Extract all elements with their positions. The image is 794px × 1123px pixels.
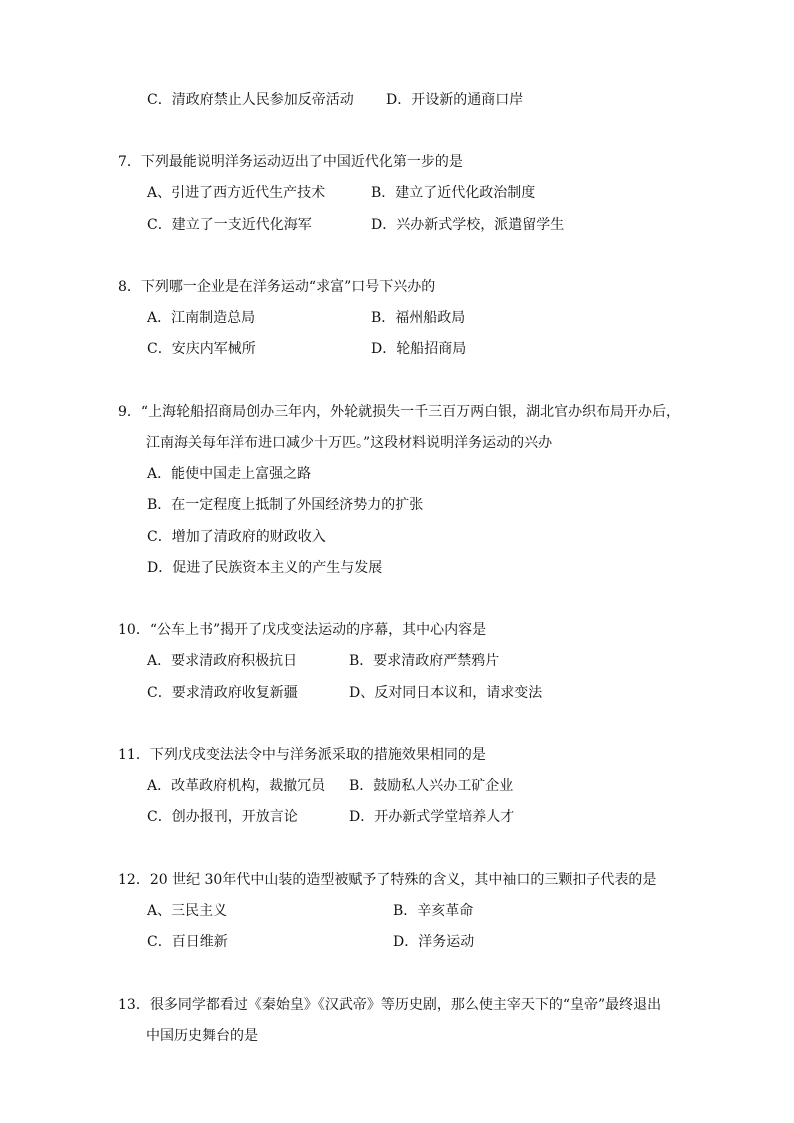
q13-stem-line-2: 中国历史舞台的是	[146, 1028, 258, 1044]
q9-option-c: C．增加了清政府的财政收入	[147, 529, 326, 545]
q11-stem: 11．下列戊戌变法法令中与洋务派采取的措施效果相同的是	[118, 747, 486, 763]
q8-option-b: B．福州船政局	[371, 310, 466, 326]
q6-option-c: C．清政府禁止人民参加反帝活动	[147, 92, 354, 108]
q12-stem: 12．20 世纪 30年代中山装的造型被赋予了特殊的含义，其中袖口的三颗扣子代表的是	[118, 872, 657, 888]
q12-option-d: D．洋务运动	[393, 934, 475, 950]
q7-option-c: C．建立了一支近代化海军	[147, 217, 312, 233]
q12-option-c: C．百日维新	[147, 934, 228, 950]
q6-option-d: D．开设新的通商口岸	[386, 92, 524, 108]
q7-option-b: B．建立了近代化政治制度	[371, 185, 536, 201]
q10-option-a: A．要求清政府积极抗日	[147, 653, 298, 669]
q9-stem-line-1: 9．“上海轮船招商局创办三年内，外轮就损失一千三百万两白银，湖北官办织布局开办后，	[118, 404, 681, 420]
q11-option-a: A．改革政府机构，裁撤冗员	[147, 778, 326, 794]
q9-option-d: D．促进了民族资本主义的产生与发展	[147, 560, 383, 576]
q10-stem: 10．“公车上书”揭开了戊戌变法运动的序幕，其中心内容是	[118, 622, 487, 638]
q10-option-c: C．要求清政府收复新疆	[147, 685, 298, 701]
q13-stem-line-1: 13．很多同学都看过《秦始皇》《汉武帝》等历史剧，那么使主宰天下的“皇帝”最终退出	[118, 997, 662, 1013]
q10-option-d: D、反对同日本议和，请求变法	[349, 685, 543, 701]
q12-option-b: B．辛亥革命	[393, 903, 474, 919]
q11-option-d: D．开办新式学堂培养人才	[349, 809, 515, 825]
q7-option-d: D．兴办新式学校，派遣留学生	[371, 217, 565, 233]
q11-option-b: B．鼓励私人兴办工矿企业	[349, 778, 514, 794]
q9-option-a: A．能使中国走上富强之路	[147, 466, 312, 482]
q8-option-c: C．安庆内军械所	[147, 341, 256, 357]
q8-option-d: D．轮船招商局	[371, 341, 467, 357]
q9-option-b: B．在一定程度上抵制了外国经济势力的扩张	[147, 497, 424, 513]
q7-stem: 7．下列最能说明洋务运动迈出了中国近代化第一步的是	[118, 154, 463, 170]
q7-option-a: A、引进了西方近代生产技术	[147, 185, 326, 201]
q12-option-a: A、三民主义	[147, 903, 228, 919]
q10-option-b: B．要求清政府严禁鸦片	[349, 653, 500, 669]
q11-option-c: C．创办报刊，开放言论	[147, 809, 298, 825]
q9-stem-line-2: 江南海关每年洋布进口减少十万匹。”这段材料说明洋务运动的兴办	[146, 435, 553, 451]
q8-option-a: A．江南制造总局	[147, 310, 256, 326]
q8-stem: 8．下列哪一企业是在洋务运动“求富”口号下兴办的	[118, 279, 436, 295]
